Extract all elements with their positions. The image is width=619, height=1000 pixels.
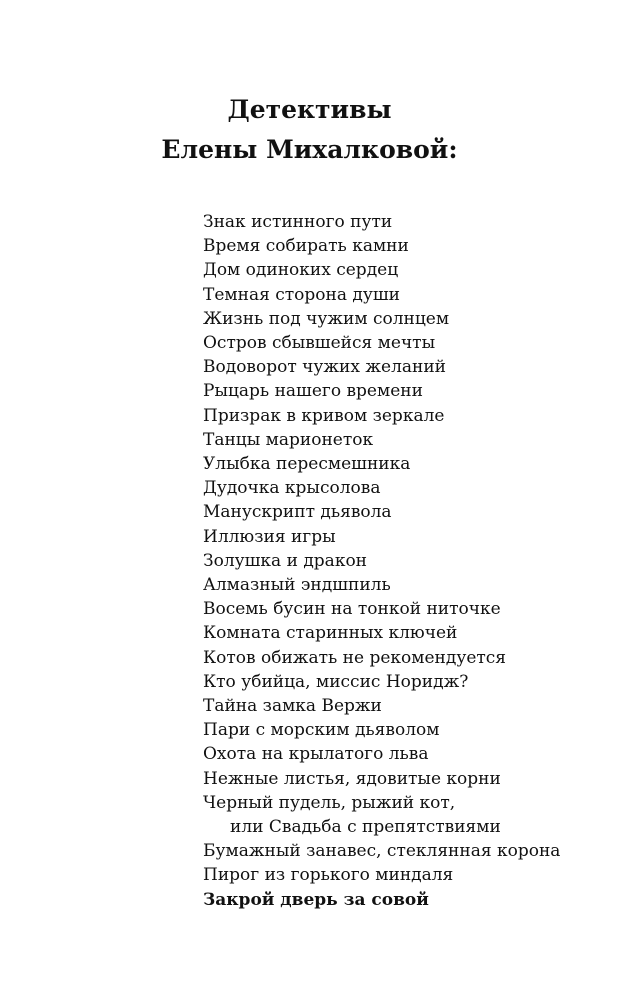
- book-title: Нежные листья, ядовитые корни: [203, 768, 501, 789]
- book-title: Комната старинных ключей: [203, 623, 458, 644]
- book-title: Бумажный занавес, стеклянная корона: [203, 841, 561, 862]
- book-title: Дом одиноких сердец: [203, 260, 399, 281]
- book-title: Водоворот чужих желаний: [203, 357, 446, 378]
- book-title: Пари с морским дьяволом: [203, 720, 440, 741]
- book-title: Охота на крылатого льва: [203, 744, 429, 765]
- book-title: Улыбка пересмешника: [203, 454, 411, 475]
- book-title: Золушка и дракон: [203, 550, 368, 571]
- book-title: Призрак в кривом зеркале: [203, 405, 445, 426]
- book-title: Кто убийца, миссис Норидж?: [203, 671, 469, 692]
- heading-line-1: Детективы: [227, 95, 392, 124]
- book-title: Жизнь под чужим солнцем: [203, 308, 450, 329]
- book-title: Танцы марионеток: [203, 429, 374, 450]
- book-title: Знак истинного пути: [203, 212, 393, 232]
- book-title: Темная сторона души: [203, 284, 400, 305]
- book-title: Иллюзия игры: [203, 526, 336, 547]
- book-title-continuation: или Свадьба с препятствиями: [230, 817, 501, 838]
- book-title: Черный пудель, рыжий кот,: [203, 792, 456, 813]
- book-title: Котов обижать не рекомендуется: [203, 647, 507, 668]
- book-title: Рыцарь нашего времени: [203, 381, 423, 402]
- book-title: Восемь бусин на тонкой ниточке: [203, 599, 501, 620]
- book-title: Манускрипт дьявола: [203, 502, 392, 523]
- heading-line-2: Елены Михалковой:: [161, 135, 458, 164]
- book-title: Дудочка крысолова: [203, 478, 381, 499]
- book-title: Тайна замка Вержи: [203, 696, 382, 717]
- book-title: Алмазный эндшпиль: [203, 575, 391, 596]
- book-title: Пирог из горького миндаля: [203, 865, 454, 886]
- book-title-current: Закрой дверь за совой: [203, 889, 429, 910]
- book-list: [203, 210, 560, 912]
- page-heading: [0, 90, 619, 170]
- book-title: Время собирать камни: [203, 236, 409, 257]
- book-title: Остров сбывшейся мечты: [203, 333, 436, 354]
